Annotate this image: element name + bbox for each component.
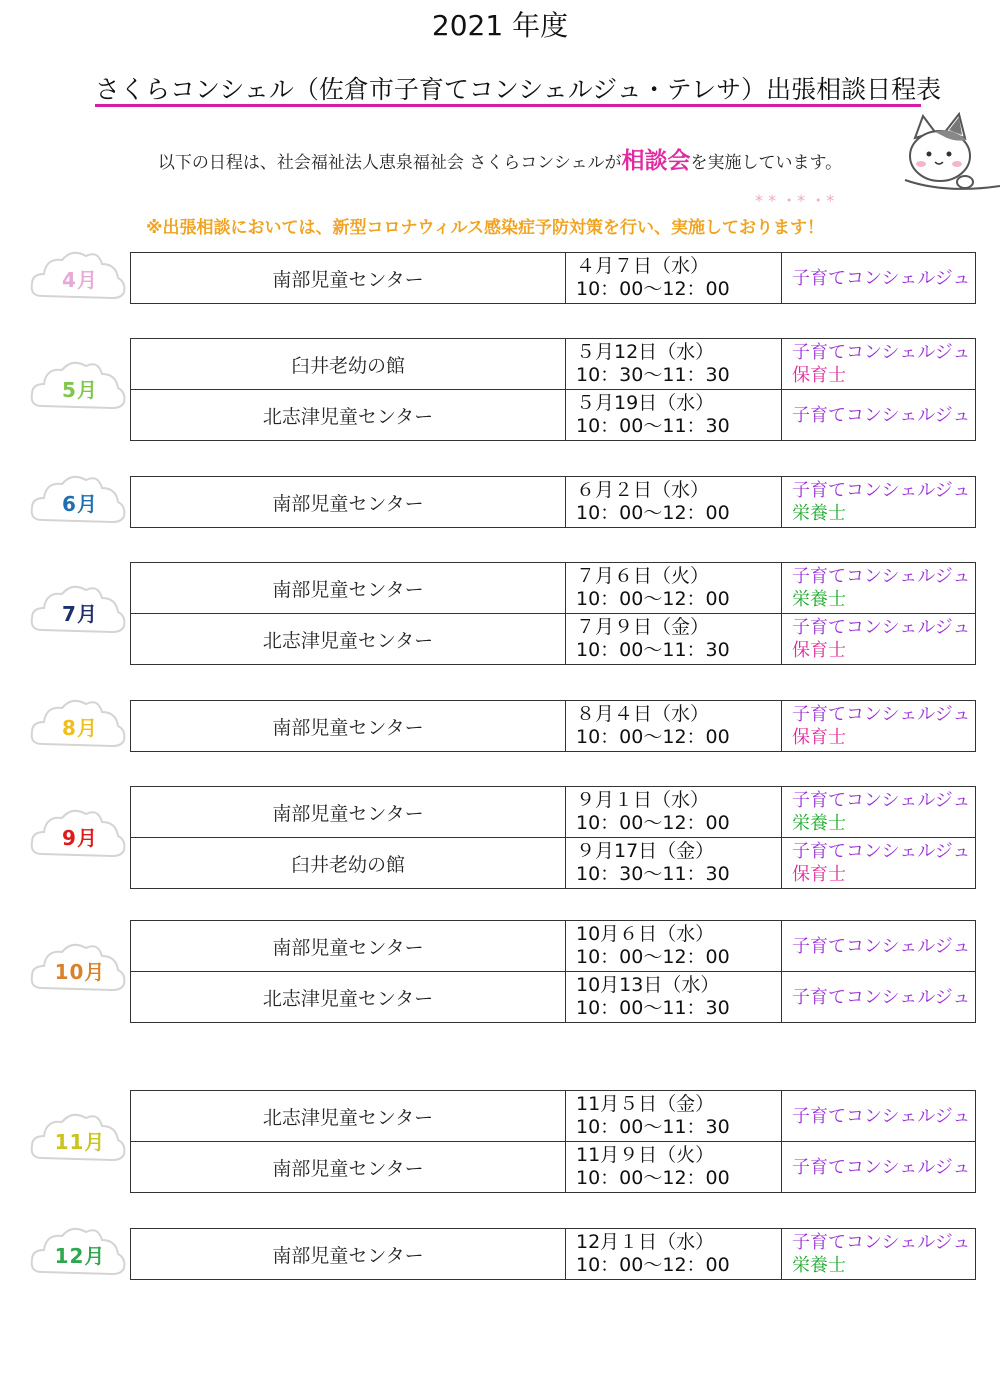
month-label: 9月 [62, 826, 98, 850]
year-heading: 2021 年度 [431, 9, 569, 42]
month-cloud [28, 1222, 128, 1280]
table-row [131, 838, 976, 889]
event-time: 10：00～11：30 [576, 997, 730, 1019]
schedule-table [130, 476, 976, 528]
table-row [131, 1229, 976, 1280]
event-date: ９月１日（水） [576, 789, 710, 811]
covid-notice: ※出張相談においては、新型コロナウィルス感染症予防対策を行い、実施しております！ [146, 218, 824, 238]
intro-after: を実施しています。 [690, 153, 843, 173]
svg-text:* * ・* ・*: * * ・* ・* [755, 191, 835, 210]
staff-role: 保育士 [792, 640, 846, 661]
staff-cell [782, 563, 976, 614]
datetime-cell [566, 614, 782, 665]
table-row [131, 477, 976, 528]
staff-role: 保育士 [792, 864, 846, 885]
event-time: 10：00～12：00 [576, 1167, 730, 1189]
table-row [131, 390, 976, 441]
month-label: 4月 [62, 268, 98, 292]
staff-role: 子育てコンシェルジュ [792, 617, 971, 638]
event-date: 10月６日（水） [576, 923, 715, 945]
month-cloud [28, 804, 128, 862]
staff-cell [782, 253, 976, 304]
month-cloud [28, 470, 128, 528]
event-time: 10：00～12：00 [576, 278, 730, 300]
month-cloud [28, 246, 128, 304]
staff-role: 栄養士 [792, 813, 846, 834]
event-date: ４月７日（水） [576, 255, 710, 277]
datetime-cell [566, 477, 782, 528]
datetime-cell [566, 701, 782, 752]
venue-cell: 南部児童センター [131, 253, 566, 304]
month-label: 10月 [54, 960, 106, 984]
staff-role: 子育てコンシェルジュ [792, 841, 971, 862]
venue-cell: 北志津児童センター [131, 972, 566, 1023]
staff-role: 栄養士 [792, 589, 846, 610]
staff-cell [782, 787, 976, 838]
datetime-cell [566, 1091, 782, 1142]
datetime-cell [566, 838, 782, 889]
event-date: ８月４日（水） [576, 703, 710, 725]
event-time: 10：00～12：00 [576, 812, 730, 834]
event-time: 10：00～12：00 [576, 726, 730, 748]
table-row [131, 253, 976, 304]
staff-cell [782, 1142, 976, 1193]
schedule-table [130, 920, 976, 1023]
schedule-table [130, 1228, 976, 1280]
event-date: ６月２日（水） [576, 479, 710, 501]
staff-cell [782, 614, 976, 665]
month-cloud [28, 356, 128, 414]
staff-cell [782, 701, 976, 752]
staff-role: 子育てコンシェルジュ [792, 566, 971, 587]
staff-role: 子育てコンシェルジュ [792, 1232, 971, 1253]
staff-cell [782, 477, 976, 528]
datetime-cell [566, 390, 782, 441]
staff-role: 子育てコンシェルジュ [792, 404, 971, 426]
table-row [131, 1091, 976, 1142]
event-date: ７月６日（火） [576, 565, 710, 587]
month-label: 12月 [54, 1244, 106, 1268]
table-row [131, 701, 976, 752]
schedule-table [130, 1090, 976, 1193]
staff-role: 子育てコンシェルジュ [792, 480, 971, 501]
venue-cell: 南部児童センター [131, 563, 566, 614]
event-time: 10：30～11：30 [576, 364, 730, 386]
month-cloud [28, 694, 128, 752]
staff-cell [782, 339, 976, 390]
intro-emphasis: 相談会 [621, 148, 691, 174]
staff-cell [782, 972, 976, 1023]
intro-text [0, 142, 1000, 175]
month-cloud [28, 1108, 128, 1166]
staff-cell [782, 1091, 976, 1142]
datetime-cell [566, 972, 782, 1023]
event-date: ５月19日（水） [576, 392, 715, 414]
table-row [131, 614, 976, 665]
staff-role: 子育てコンシェルジュ [792, 1156, 971, 1178]
datetime-cell [566, 787, 782, 838]
month-label: 8月 [62, 716, 98, 740]
event-time: 10：00～11：30 [576, 1116, 730, 1138]
staff-role: 栄養士 [792, 503, 846, 524]
venue-cell: 北志津児童センター [131, 1091, 566, 1142]
event-time: 10：30～11：30 [576, 863, 730, 885]
staff-role: 子育てコンシェルジュ [792, 704, 971, 725]
intro-before: 以下の日程は、社会福祉法人恵泉福祉会 さくらコンシェルが [157, 153, 622, 173]
month-label: 6月 [62, 492, 98, 516]
venue-cell: 臼井老幼の館 [131, 339, 566, 390]
schedule-table [130, 338, 976, 441]
title-underline [95, 104, 921, 107]
event-date: 11月９日（火） [576, 1144, 715, 1166]
datetime-cell [566, 1229, 782, 1280]
staff-role: 保育士 [792, 365, 846, 386]
table-row [131, 1142, 976, 1193]
venue-cell: 南部児童センター [131, 921, 566, 972]
event-date: 10月13日（水） [576, 974, 720, 996]
venue-cell: 北志津児童センター [131, 390, 566, 441]
datetime-cell [566, 253, 782, 304]
table-row [131, 563, 976, 614]
venue-cell: 南部児童センター [131, 477, 566, 528]
table-row [131, 921, 976, 972]
month-cloud [28, 580, 128, 638]
staff-role: 保育士 [792, 727, 846, 748]
datetime-cell [566, 563, 782, 614]
month-cloud [28, 938, 128, 996]
staff-role: 子育てコンシェルジュ [792, 342, 971, 363]
venue-cell: 北志津児童センター [131, 614, 566, 665]
schedule-table [130, 252, 976, 304]
staff-role: 栄養士 [792, 1255, 846, 1276]
table-row [131, 339, 976, 390]
staff-role: 子育てコンシェルジュ [792, 790, 971, 811]
table-row [131, 972, 976, 1023]
schedule-table [130, 562, 976, 665]
venue-cell: 臼井老幼の館 [131, 838, 566, 889]
month-label: 5月 [62, 378, 98, 402]
month-label: 7月 [62, 602, 98, 626]
event-time: 10：00～12：00 [576, 502, 730, 524]
event-time: 10：00～11：30 [576, 639, 730, 661]
page-title: さくらコンシェル（佐倉市子育てコンシェルジュ・テレサ）出張相談日程表 [95, 75, 942, 104]
event-date: ５月12日（水） [576, 341, 715, 363]
datetime-cell [566, 339, 782, 390]
schedule-table [130, 786, 976, 889]
event-time: 10：00～12：00 [576, 1254, 730, 1276]
schedule-table [130, 700, 976, 752]
event-date: 11月５日（金） [576, 1093, 715, 1115]
event-time: 10：00～12：00 [576, 946, 730, 968]
venue-cell: 南部児童センター [131, 787, 566, 838]
staff-cell [782, 390, 976, 441]
table-row [131, 787, 976, 838]
event-date: ９月17日（金） [576, 840, 715, 862]
datetime-cell [566, 921, 782, 972]
staff-role: 子育てコンシェルジュ [792, 267, 971, 289]
staff-role: 子育てコンシェルジュ [792, 1105, 971, 1127]
event-time: 10：00～11：30 [576, 415, 730, 437]
event-date: ７月９日（金） [576, 616, 710, 638]
event-date: 12月１日（水） [576, 1231, 715, 1253]
staff-cell [782, 838, 976, 889]
staff-role: 子育てコンシェルジュ [792, 935, 971, 957]
staff-cell [782, 1229, 976, 1280]
datetime-cell [566, 1142, 782, 1193]
venue-cell: 南部児童センター [131, 701, 566, 752]
staff-cell [782, 921, 976, 972]
venue-cell: 南部児童センター [131, 1229, 566, 1280]
event-time: 10：00～12：00 [576, 588, 730, 610]
month-label: 11月 [54, 1130, 106, 1154]
venue-cell: 南部児童センター [131, 1142, 566, 1193]
staff-role: 子育てコンシェルジュ [792, 986, 971, 1008]
